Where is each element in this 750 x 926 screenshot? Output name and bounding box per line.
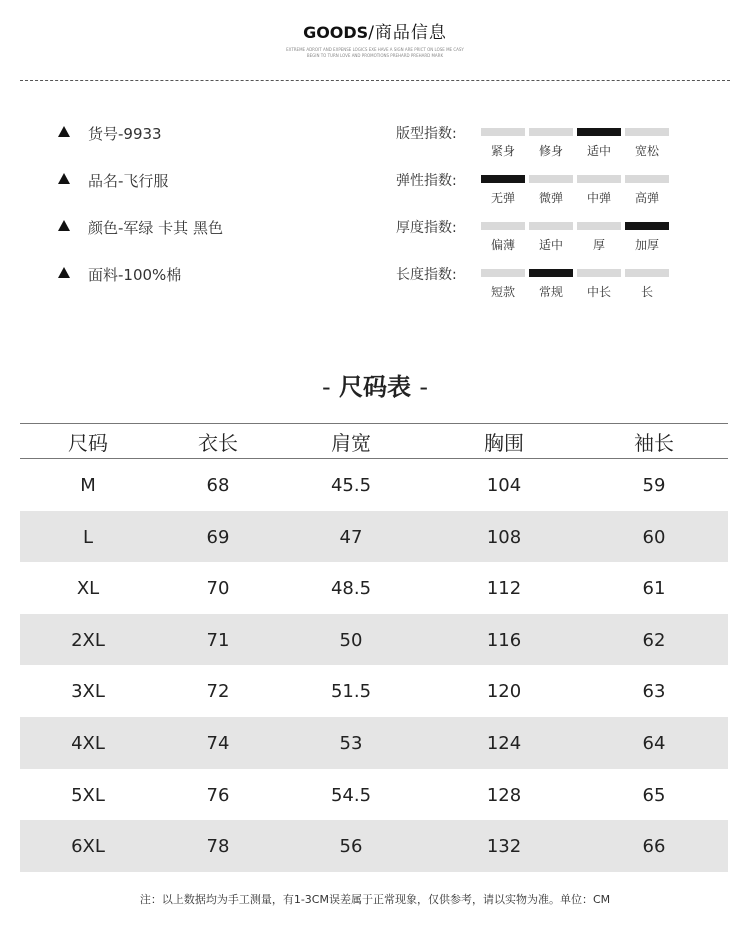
table-cell: 53 (339, 732, 363, 754)
index-bar (481, 269, 525, 277)
table-cell: 63 (642, 681, 666, 703)
index-option (625, 175, 669, 206)
table-cell: 128 (486, 784, 522, 806)
column-header-sleeve: 袖长 (634, 431, 674, 455)
table-cell: 61 (642, 578, 666, 600)
table-cell: 68 (206, 475, 230, 496)
index-option-label: 适中 (586, 144, 611, 158)
index-bar (577, 175, 621, 183)
table-cell: 45.5 (330, 475, 372, 496)
index-option-label: 修身 (538, 144, 563, 158)
index-option-label: 无弹 (490, 191, 515, 205)
table-cell: 120 (486, 681, 522, 703)
index-option (529, 269, 573, 300)
title-dash: - (321, 373, 331, 401)
column-header-length: 衣长 (198, 431, 238, 455)
triangle-bullet-icon (58, 220, 70, 231)
index-option (529, 175, 573, 206)
header-subtitle-line2: BEGIN TO TURN LOVE AND PROMOTIONS PREHARD PREHARD MARK (306, 53, 444, 58)
index-option-label: 宽松 (634, 144, 659, 158)
info-item-label: 面料-100%棉 (88, 266, 182, 284)
index-bar (481, 222, 525, 230)
product-info-list (58, 123, 223, 311)
column-header-chest: 胸围 (484, 431, 524, 455)
table-cell: 69 (206, 526, 230, 548)
index-scale (481, 175, 673, 206)
table-cell: 56 (339, 836, 363, 858)
index-bar (577, 222, 621, 230)
index-bar (529, 222, 573, 230)
table-row (20, 769, 728, 821)
triangle-bullet-icon (58, 267, 70, 278)
index-option (481, 222, 525, 253)
table-cell: 5XL (71, 784, 105, 806)
index-option (577, 222, 621, 253)
table-cell: 124 (486, 732, 522, 754)
table-cell: 112 (486, 578, 522, 600)
table-cell: 71 (206, 629, 230, 651)
index-option-label: 偏薄 (490, 238, 515, 252)
index-bar (481, 175, 525, 183)
table-cell: 64 (642, 732, 666, 754)
index-bar (529, 269, 573, 277)
index-option-label: 紧身 (490, 144, 515, 158)
column-header-size: 尺码 (68, 431, 108, 455)
index-option-label: 高弹 (634, 191, 659, 205)
table-cell: 66 (642, 836, 666, 858)
index-option-label: 加厚 (634, 238, 659, 252)
table-cell: 2XL (71, 629, 105, 651)
table-cell: 116 (486, 629, 522, 651)
table-row (20, 665, 728, 717)
index-label: 长度指数: (396, 267, 457, 283)
index-bar (577, 269, 621, 277)
table-cell: M (80, 475, 96, 496)
triangle-bullet-icon (58, 173, 70, 184)
table-cell: 4XL (71, 732, 105, 754)
index-option (625, 222, 669, 253)
table-row (20, 614, 728, 666)
index-label: 弹性指数: (396, 173, 457, 189)
info-item-label: 货号-9933 (88, 125, 162, 143)
index-option-label: 长 (640, 285, 653, 299)
table-cell: 50 (339, 629, 363, 651)
index-scale (481, 269, 673, 300)
table-cell: 62 (642, 629, 666, 651)
index-scale (481, 128, 673, 159)
size-chart-title (0, 367, 750, 402)
info-item-label: 颜色-军绿 卡其 黑色 (88, 219, 223, 237)
table-cell: 70 (206, 578, 230, 600)
table-cell: 108 (486, 526, 522, 548)
table-cell: 3XL (71, 681, 105, 703)
index-label: 厚度指数: (396, 220, 457, 236)
table-header-row (20, 423, 728, 459)
index-option (529, 222, 573, 253)
index-option-label: 短款 (490, 285, 515, 299)
table-cell: 65 (642, 784, 666, 806)
index-option-label: 中长 (586, 285, 611, 299)
table-row (20, 562, 728, 614)
index-option-label: 常规 (538, 285, 563, 299)
table-cell: 104 (486, 475, 522, 496)
table-cell: 51.5 (330, 681, 372, 703)
index-option (529, 128, 573, 159)
index-option (481, 128, 525, 159)
index-option (625, 128, 669, 159)
header-title-en: GOODS (303, 23, 369, 42)
table-cell: 78 (206, 836, 230, 858)
table-cell: 54.5 (330, 784, 372, 806)
measurement-note: 注：以上数据均为手工测量，有1-3CM误差属于正常现象，仅供参考，请以实物为准。单位：CM (139, 893, 611, 906)
info-item-item-number (58, 123, 223, 170)
table-row (20, 459, 728, 511)
index-option (577, 269, 621, 300)
triangle-bullet-icon (58, 126, 70, 137)
index-scale (481, 222, 673, 253)
index-bar (625, 128, 669, 136)
header-subtitle (0, 47, 750, 59)
info-item-color (58, 217, 223, 264)
table-cell: 60 (642, 526, 666, 548)
index-bar (481, 128, 525, 136)
title-dash: - (419, 373, 429, 401)
index-bar (577, 128, 621, 136)
table-cell: 48.5 (330, 578, 372, 600)
index-label: 版型指数: (396, 126, 457, 142)
table-cell: 76 (206, 784, 230, 806)
header-subtitle-line1: EXTREME ADROIT AND EXPENSE LOGICS EXE HAVE A SIGN ARE PRICT ON LOSE ME CASY (286, 47, 464, 52)
index-bar (529, 175, 573, 183)
index-bar (625, 175, 669, 183)
index-option (481, 269, 525, 300)
table-cell: 74 (206, 732, 230, 754)
index-option-label: 微弹 (538, 191, 563, 205)
info-item-product-name (58, 170, 223, 217)
info-item-label: 品名-飞行服 (88, 172, 169, 190)
index-option (481, 175, 525, 206)
table-cell: 59 (642, 475, 666, 496)
table-cell: XL (76, 578, 100, 600)
index-bar (625, 269, 669, 277)
size-chart-title-text: 尺码表 (339, 373, 411, 401)
page-header (0, 18, 750, 59)
index-option (577, 128, 621, 159)
header-title (0, 18, 750, 43)
column-header-shoulder: 肩宽 (331, 431, 371, 455)
index-bar (529, 128, 573, 136)
table-row (20, 717, 728, 769)
index-option-label: 中弹 (586, 191, 611, 205)
table-row (20, 820, 728, 872)
table-cell: 72 (206, 681, 230, 703)
table-cell: 47 (339, 526, 363, 548)
index-bar (625, 222, 669, 230)
table-cell: 6XL (71, 836, 105, 858)
index-option-label: 适中 (538, 238, 563, 252)
table-row (20, 511, 728, 563)
index-option (577, 175, 621, 206)
size-table (20, 423, 728, 872)
info-item-fabric (58, 264, 223, 311)
table-cell: 132 (486, 836, 522, 858)
index-option (625, 269, 669, 300)
header-title-cn: /商品信息 (368, 23, 447, 43)
header-divider (20, 80, 730, 81)
table-cell: L (82, 526, 94, 548)
index-option-label: 厚 (592, 238, 605, 252)
